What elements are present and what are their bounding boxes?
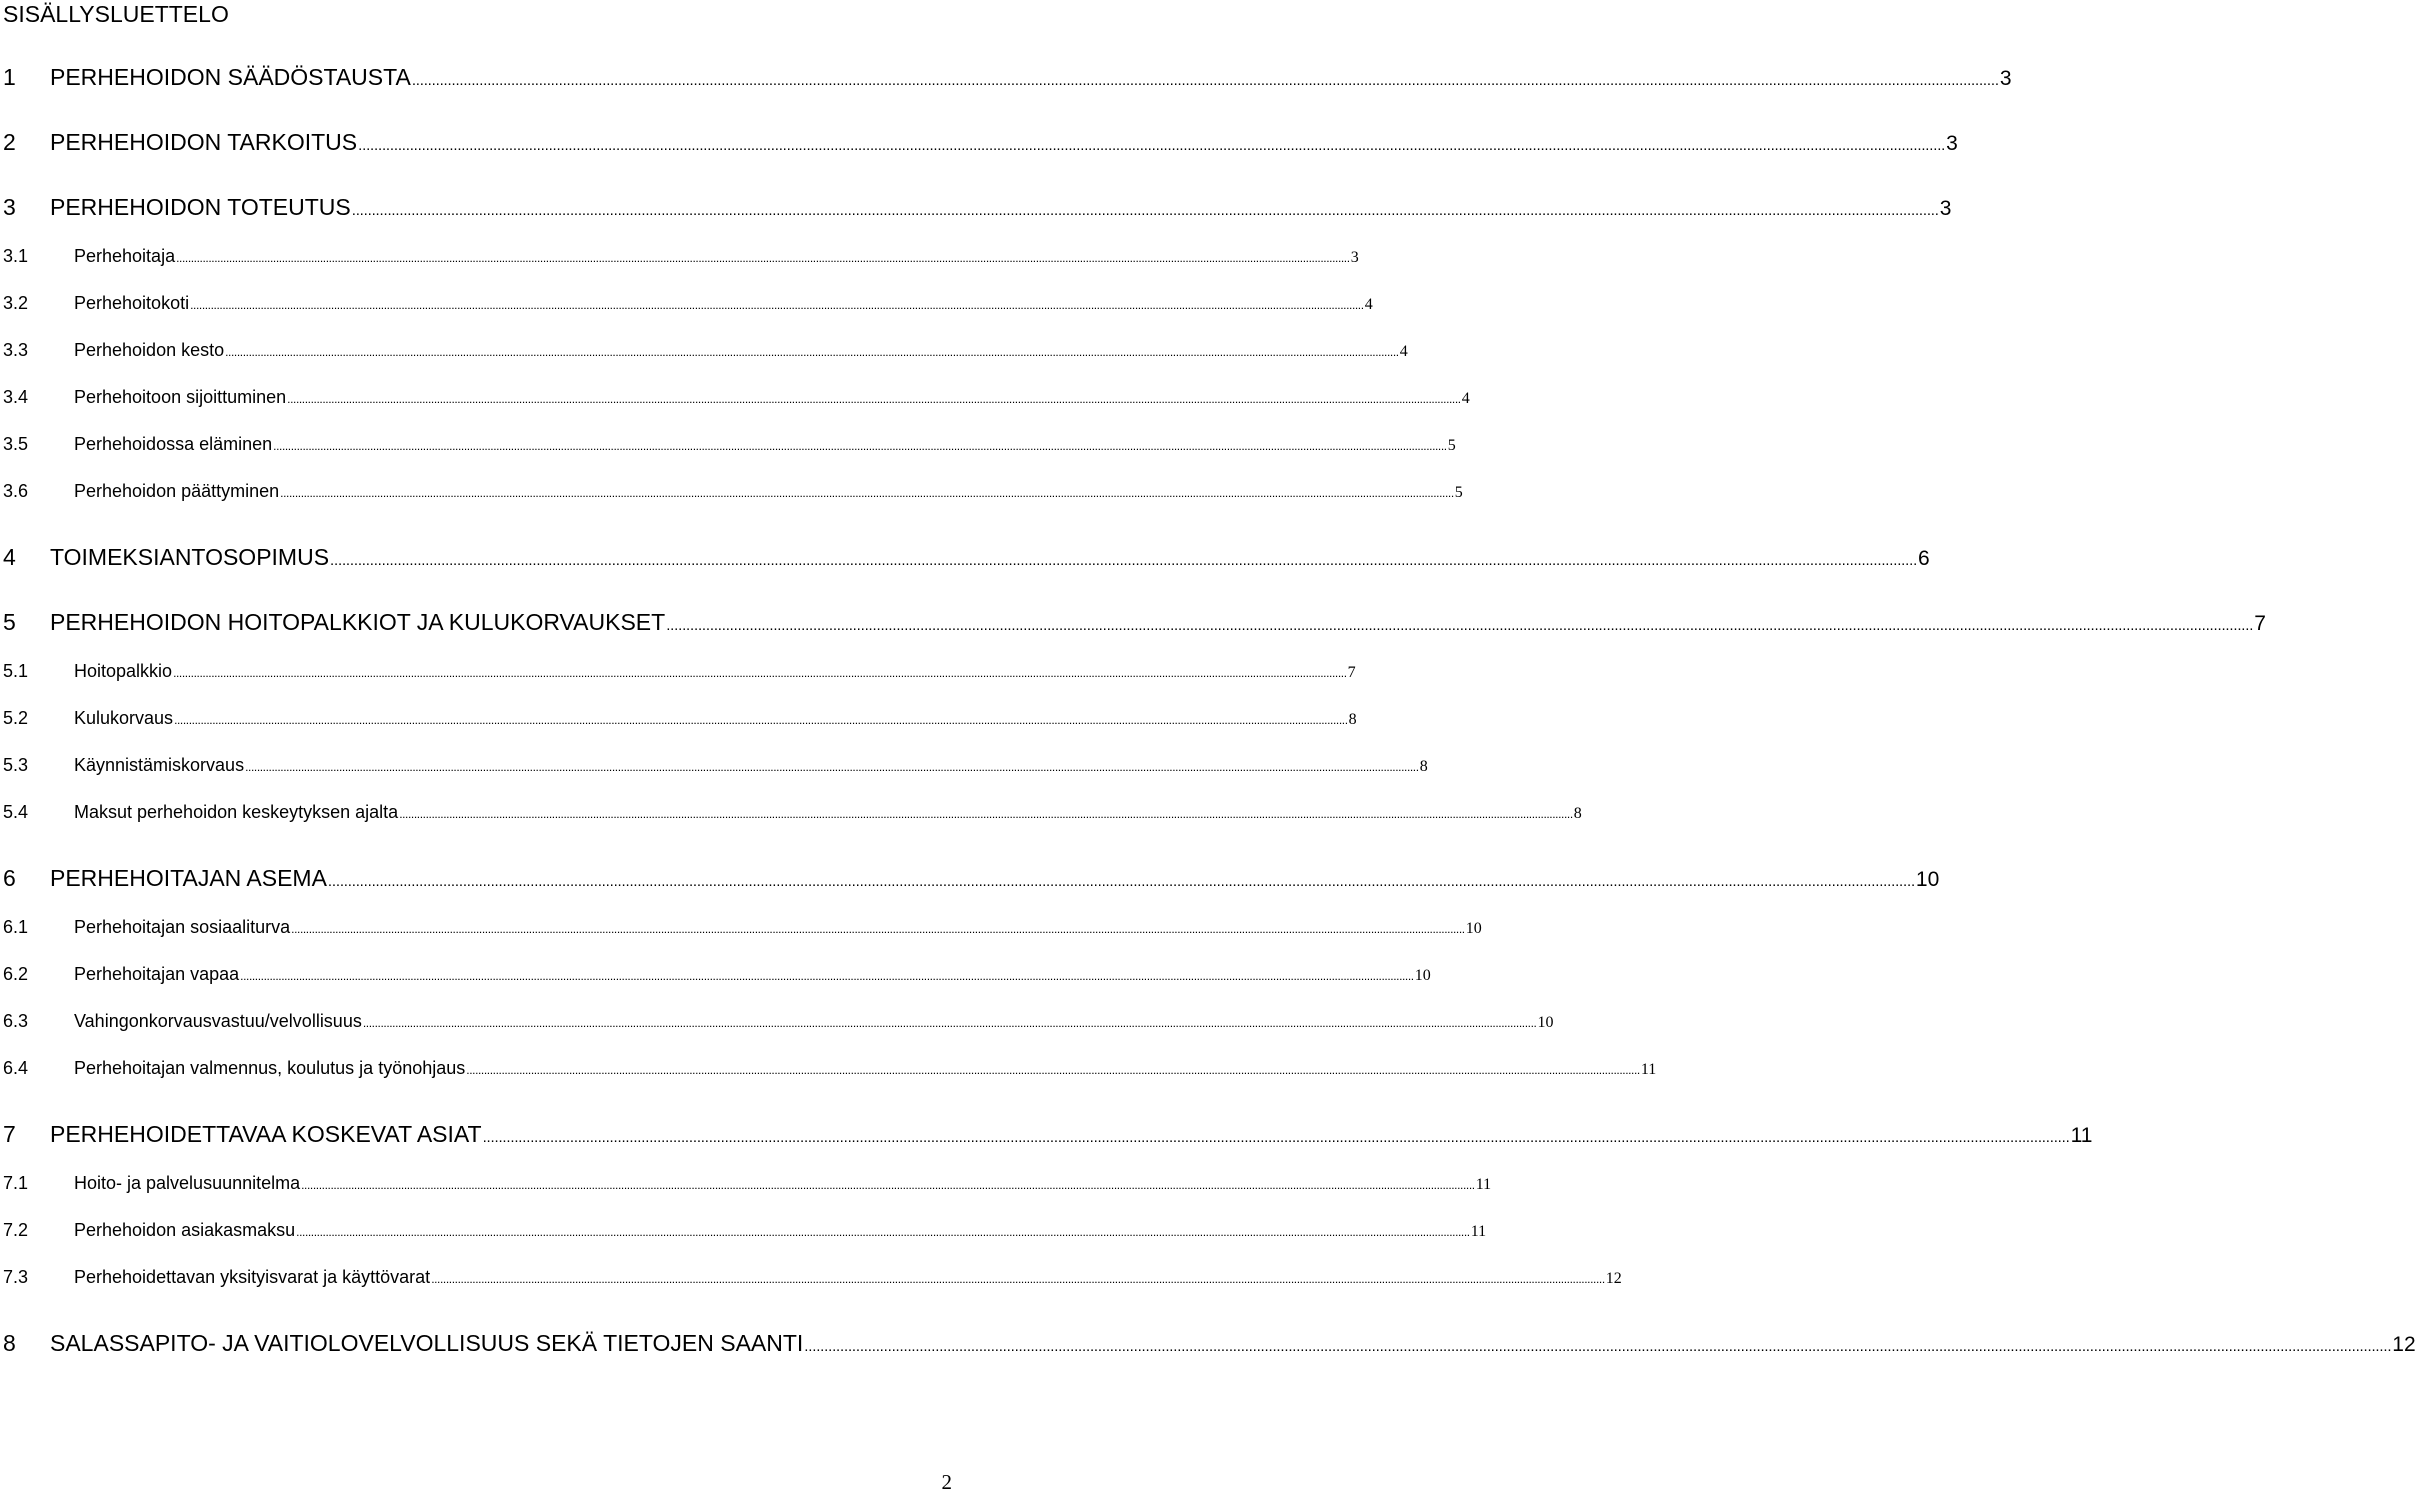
toc-entry-label: Perhehoitoon sijoittuminen [74,387,287,407]
dot-leader: ................................................................................................................................................................................................................................................................................................................................................................................................................ [804,1338,2392,1355]
toc-entry[interactable] [0,1328,2416,1362]
toc-entry-label: PERHEHOIDON HOITOPALKKIOT JA KULUKORVAUKSET [50,609,666,635]
toc-entry-label: PERHEHOIDON TARKOITUS [50,129,358,155]
dot-leader: ................................................................................................................................................................................................................................................................................................................................................................................................................ [240,969,1414,983]
toc-entry-number: 2 [3,129,16,155]
toc-entry-page: 7 [1347,664,1356,681]
dot-leader: ................................................................................................................................................................................................................................................................................................................................................................................................................ [431,1272,1605,1286]
toc-entry-page: 5 [1447,437,1456,454]
toc-entry-number: 5.1 [3,661,29,681]
toc-entry[interactable] [0,192,1952,226]
dot-leader: ................................................................................................................................................................................................................................................................................................................................................................................................................ [176,251,1350,265]
toc-entry[interactable] [0,1171,1492,1205]
toc-entry-label: PERHEHOIDON TOTEUTUS [50,194,351,220]
toc-entry-label: Perhehoitokoti [74,293,190,313]
dot-leader: ................................................................................................................................................................................................................................................................................................................................................................................................................ [358,137,1946,154]
toc-entry-page: 11 [2070,1124,2093,1147]
dot-leader: ................................................................................................................................................................................................................................................................................................................................................................................................................ [273,439,1447,453]
toc-entry-page: 11 [1640,1061,1657,1078]
toc-entry-page: 4 [1461,390,1470,407]
toc-entry-label: Perhehoitaja [74,246,176,266]
dot-leader: ................................................................................................................................................................................................................................................................................................................................................................................................................ [411,72,1999,89]
dot-leader: ................................................................................................................................................................................................................................................................................................................................................................................................................ [296,1225,1470,1239]
toc-entry-page: 4 [1399,343,1408,360]
toc-entry-page: 10 [1915,868,1940,891]
toc-entry-page: 11 [1470,1223,1487,1240]
dot-leader: ................................................................................................................................................................................................................................................................................................................................................................................................................ [174,713,1348,727]
toc-entry-label: Perhehoidossa eläminen [74,434,273,454]
toc-entry-label: PERHEHOIDON SÄÄDÖSTAUSTA [50,64,411,90]
dot-leader: ................................................................................................................................................................................................................................................................................................................................................................................................................ [362,1016,1537,1030]
toc-entry-number: 3.4 [3,387,29,407]
dot-leader: ................................................................................................................................................................................................................................................................................................................................................................................................................ [287,392,1461,406]
toc-entry[interactable] [0,800,1582,834]
toc-entry-page: 8 [1573,805,1582,822]
toc-entry[interactable] [0,542,1930,576]
toc-entry[interactable] [0,753,1428,787]
toc-entry-label: Vahingonkorvausvastuu/velvollisuus [74,1011,362,1031]
toc-entry[interactable] [0,1265,1622,1299]
toc-entry-number: 7.3 [3,1267,29,1287]
toc-entry-page: 11 [1475,1176,1492,1193]
toc-entry[interactable] [0,62,2012,96]
toc-entry-number: 3.2 [3,293,29,313]
toc-entry-number: 5.3 [3,755,29,775]
toc-entry-number: 1 [3,64,16,90]
toc-entry-label: Perhehoitajan valmennus, koulutus ja työnohjaus [74,1058,466,1078]
toc-entry[interactable] [0,1009,1554,1043]
toc-entry[interactable] [0,127,1958,161]
toc-entry[interactable] [0,607,2266,641]
dot-leader: ................................................................................................................................................................................................................................................................................................................................................................................................................ [225,345,1399,359]
toc-entry-label: Maksut perhehoidon keskeytyksen ajalta [74,802,399,822]
toc-entry-page: 3 [1946,132,1958,155]
toc-entry-label: Hoito- ja palvelusuunnitelma [74,1173,301,1193]
toc-entry-label: Perhehoidon kesto [74,340,225,360]
toc-entry-number: 5 [3,609,16,635]
toc-entry-number: 7 [3,1121,16,1147]
dot-leader: ................................................................................................................................................................................................................................................................................................................................................................................................................ [173,666,1347,680]
toc-entry-label: Kulukorvaus [74,708,174,728]
toc-entry-page: 3 [1350,249,1359,266]
toc-entry-label: Perhehoidettavan yksityisvarat ja käyttövarat [74,1267,431,1287]
toc-entry-number: 8 [3,1330,16,1356]
toc-entry-page: 3 [1939,197,1952,220]
toc-entry-page: 10 [1414,967,1431,984]
toc-entry[interactable] [0,338,1408,372]
toc-entry-number: 6.3 [3,1011,29,1031]
toc-entry[interactable] [0,915,1482,949]
toc-entry[interactable] [0,706,1357,740]
toc-entry[interactable] [0,432,1456,466]
toc-entry-number: 6.1 [3,917,29,937]
toc-title: SISÄLLYSLUETTELO [3,1,229,27]
dot-leader: ................................................................................................................................................................................................................................................................................................................................................................................................................ [301,1178,1475,1192]
toc-entry-label: SALASSAPITO- JA VAITIOLOVELVOLLISUUS SEKÄ TIETOJEN SAANTI [50,1330,804,1356]
toc-entry-number: 3.5 [3,434,29,454]
dot-leader: ................................................................................................................................................................................................................................................................................................................................................................................................................ [327,873,1915,890]
dot-leader: ................................................................................................................................................................................................................................................................................................................................................................................................................ [351,202,1939,219]
toc-entry-number: 3 [3,194,16,220]
toc-entry-number: 5.4 [3,802,29,822]
dot-leader: ................................................................................................................................................................................................................................................................................................................................................................................................................ [245,760,1419,774]
toc-entry-number: 7.2 [3,1220,29,1240]
toc-entry-page: 10 [1537,1014,1554,1031]
toc-entry-number: 6.2 [3,964,29,984]
toc-entry-number: 3.6 [3,481,29,501]
toc-entry-label: Perhehoidon asiakasmaksu [74,1220,296,1240]
dot-leader: ................................................................................................................................................................................................................................................................................................................................................................................................................ [666,617,2254,634]
toc-entry-number: 5.2 [3,708,29,728]
toc-entry-page: 7 [2254,612,2266,635]
toc-entry-number: 3.3 [3,340,29,360]
toc-entry-page: 12 [1605,1270,1622,1287]
toc-entry-label: Hoitopalkkio [74,661,173,681]
dot-leader: ................................................................................................................................................................................................................................................................................................................................................................................................................ [466,1063,1640,1077]
toc-entry-page: 5 [1454,484,1463,501]
toc-entry-number: 6 [3,865,16,891]
dot-leader: ................................................................................................................................................................................................................................................................................................................................................................................................................ [399,807,1573,821]
dot-leader: ................................................................................................................................................................................................................................................................................................................................................................................................................ [291,922,1465,936]
toc-entry-page: 6 [1918,547,1930,570]
toc-entry[interactable] [0,479,1463,513]
toc-entry-page: 10 [1465,920,1482,937]
toc-entry[interactable] [0,1119,2093,1153]
toc-entry[interactable] [0,863,1940,897]
toc-entry-label: Perhehoitajan vapaa [74,964,240,984]
toc-entry[interactable] [0,1218,1487,1252]
toc-entry-label: PERHEHOIDETTAVAA KOSKEVAT ASIAT [50,1121,482,1147]
toc-entry[interactable] [0,659,1356,693]
toc-entry[interactable] [0,1056,1657,1090]
toc-entry-label: Perhehoidon päättyminen [74,481,280,501]
toc-entry-number: 7.1 [3,1173,29,1193]
toc-entry[interactable] [0,962,1431,996]
dot-leader: ................................................................................................................................................................................................................................................................................................................................................................................................................ [330,552,1918,569]
toc-entry-number: 4 [3,544,16,570]
toc-entry-page: 12 [2392,1333,2416,1356]
toc-entry-label: TOIMEKSIANTOSOPIMUS [50,544,330,570]
dot-leader: ................................................................................................................................................................................................................................................................................................................................................................................................................ [280,486,1454,500]
toc-entry-label: Perhehoitajan sosiaaliturva [74,917,291,937]
toc-entry-page: 3 [1999,67,2012,90]
dot-leader: ................................................................................................................................................................................................................................................................................................................................................................................................................ [190,298,1364,312]
page-number: 2 [941,1470,952,1494]
toc-entry-page: 8 [1348,711,1357,728]
toc-entry[interactable] [0,385,1470,419]
toc-entry-label: Käynnistämiskorvaus [74,755,245,775]
toc-entry-page: 4 [1364,296,1373,313]
toc-entry-number: 6.4 [3,1058,29,1078]
toc-entry[interactable] [0,291,1373,325]
dot-leader: ................................................................................................................................................................................................................................................................................................................................................................................................................ [482,1129,2070,1146]
toc-entry-number: 3.1 [3,246,29,266]
toc-entry-label: PERHEHOITAJAN ASEMA [50,865,327,891]
toc-entry[interactable] [0,244,1359,278]
toc-entry-page: 8 [1419,758,1428,775]
